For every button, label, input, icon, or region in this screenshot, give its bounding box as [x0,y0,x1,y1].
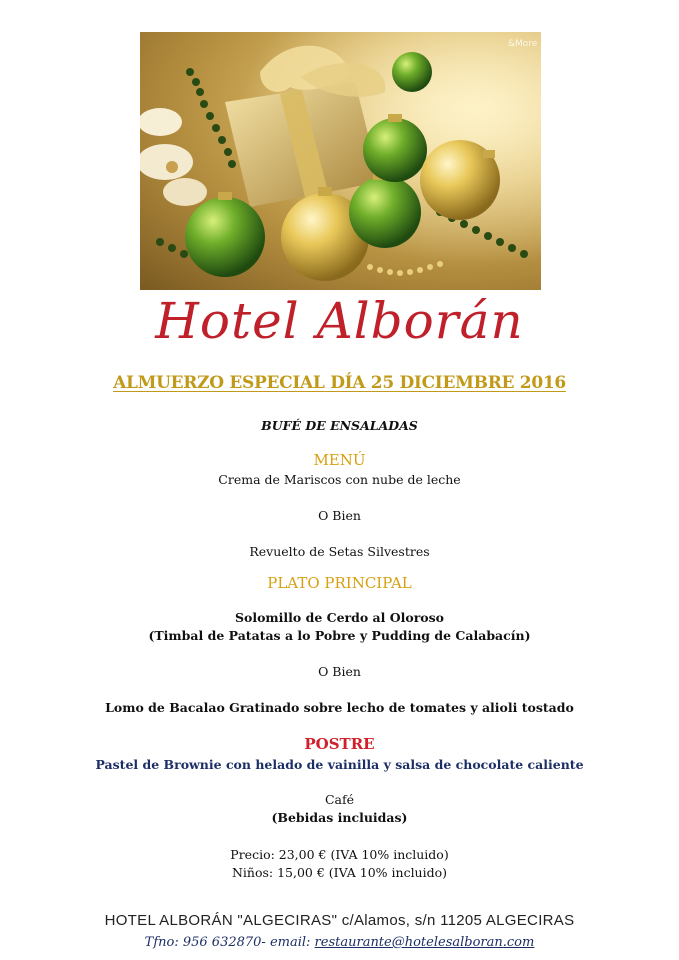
menu-heading: MENÚ [313,451,366,469]
dessert-heading: POSTRE [304,735,375,753]
drinks-line: (Bebidas incluidas) [271,810,408,825]
adult-price: Precio: 23,00 € (IVA 10% incluido) [230,847,449,862]
hotel-address: HOTEL ALBORÁN "ALGECIRAS" c/Alamos, s/n 11205 ALGECIRAS [104,912,575,929]
special-lunch-title: ALMUERZO ESPECIAL DÍA 25 DICIEMBRE 2016 [113,373,566,393]
ornaments-illustration [140,32,541,290]
green-ornament-top [392,52,432,92]
child-price: Niños: 15,00 € (IVA 10% incluido) [231,865,448,880]
christmas-ornaments-image [140,32,541,290]
main-course-heading: PLATO PRINCIPAL [267,574,412,592]
starter-2: Revuelto de Setas Silvestres [249,544,430,559]
dessert-item: Pastel de Brownie con helado de vainilla y salsa de chocolate caliente [95,757,584,772]
contact-line [0,935,679,950]
coffee-line: Café [324,792,355,807]
main-course-1-side: (Timbal de Patatas a lo Pobre y Pudding de Calabacín) [148,628,531,643]
bufe-line: BUFÉ DE ENSALADAS [261,418,418,433]
email-link[interactable]: restaurante@hotelesalboran.com [314,935,535,950]
or-separator-2: O Bien [318,664,361,679]
gold-ornament-right [420,140,500,220]
or-separator-1: O Bien [318,508,361,523]
starter-1: Crema de Mariscos con nube de leche [218,472,461,487]
watermark: &More [508,39,538,49]
main-course-1: Solomillo de Cerdo al Oloroso [234,610,445,625]
main-course-2: Lomo de Bacalao Gratinado sobre lecho de tomates y alioli tostado [105,700,574,715]
hotel-name-title: Hotel Alborán [155,292,524,350]
phone-text: Tfno: 956 632870- email: [144,935,315,950]
